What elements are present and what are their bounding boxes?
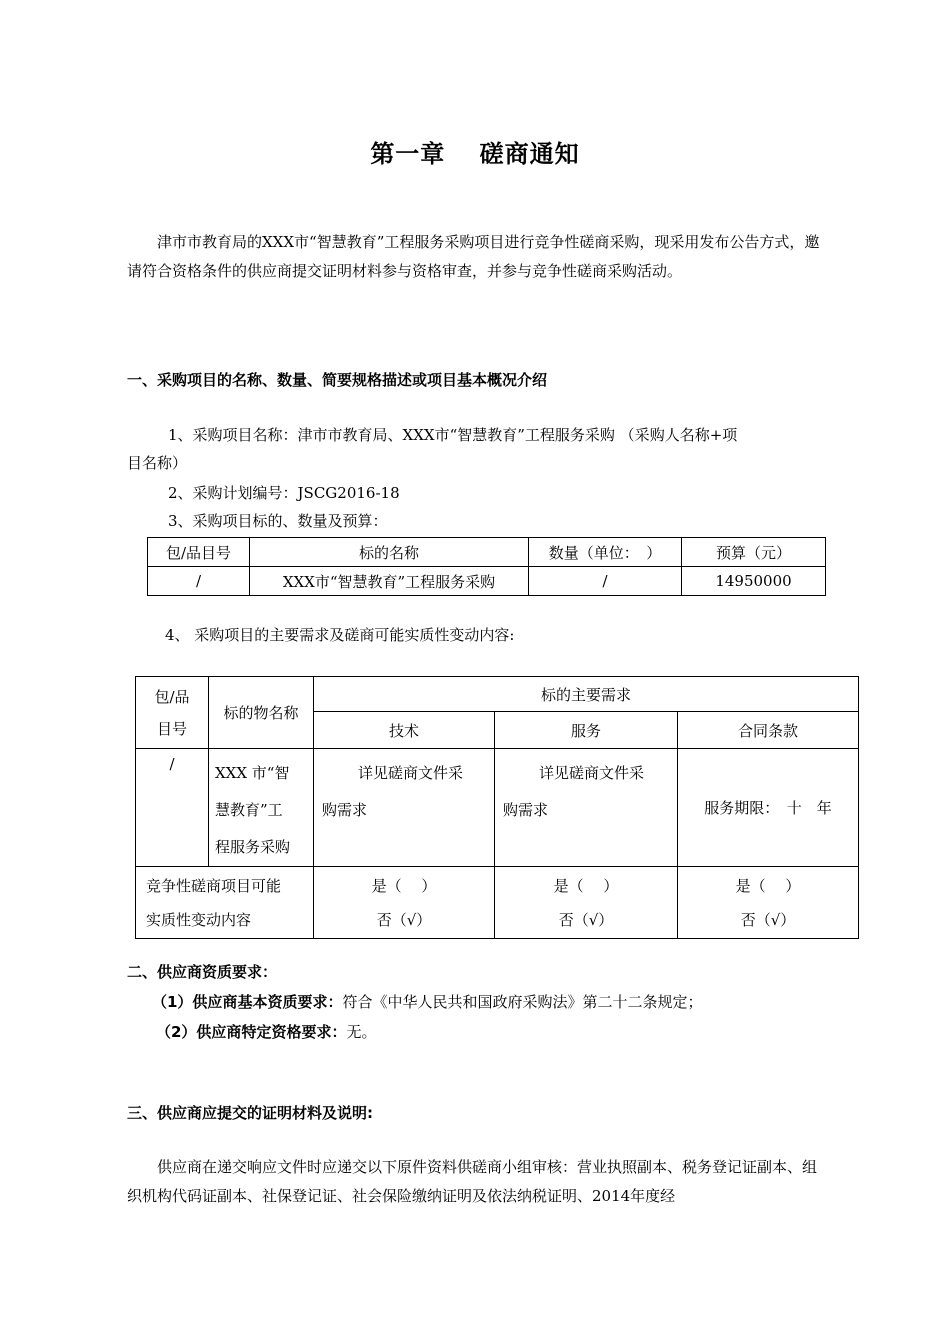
header-tech: 技术 — [314, 712, 495, 749]
header-main-requirements: 标的主要需求 — [314, 677, 859, 712]
section2-item1-text: 符合《中华人民共和国政府采购法》第二十二条规定； — [342, 993, 703, 1011]
table-cell: XXX市“智慧教育”工程服务采购 — [250, 567, 529, 596]
variable-line2: 实质性变动内容 — [146, 910, 252, 929]
contract-variable-cell — [678, 867, 859, 939]
budget-table — [147, 537, 826, 596]
item-name-line3: 程服务采购 — [215, 838, 291, 856]
yes-option: 是（ ） — [371, 876, 437, 895]
tech-variable-cell — [314, 867, 495, 939]
header-package-line2: 目号 — [156, 719, 187, 738]
variable-line1: 竞争性磋商项目可能 — [146, 876, 282, 895]
header-package-line1: 包/品 — [154, 687, 190, 706]
requirements-table — [135, 676, 859, 939]
contract-cell: 服务期限： 十 年 — [678, 749, 859, 867]
table-header-cell: 包/品目号 — [148, 538, 250, 567]
chapter-title: 第一章 磋商通知 — [370, 140, 580, 168]
section2-item2-text: 无。 — [346, 1023, 377, 1041]
service-line1: 详见磋商文件采 — [539, 764, 645, 782]
header-service: 服务 — [495, 712, 678, 749]
no-option: 否（√） — [376, 910, 432, 929]
variable-label-cell — [136, 867, 314, 939]
no-option: 否（√） — [740, 910, 796, 929]
tech-cell — [314, 749, 495, 867]
table-cell: / — [148, 567, 250, 596]
table-row — [148, 567, 826, 596]
tech-line1: 详见磋商文件采 — [358, 764, 464, 782]
item1-line2: 目名称） — [127, 454, 188, 472]
section1-heading: 一、采购项目的名称、数量、简要规格描述或项目基本概况介绍 — [127, 371, 548, 389]
item2: 2、采购计划编号：JSCG2016-18 — [168, 484, 400, 502]
table-row — [136, 867, 859, 939]
package-cell: / — [136, 749, 209, 867]
item-name-line2: 慧教育”工 — [215, 801, 283, 819]
service-line2: 购需求 — [503, 801, 549, 819]
table-cell: 14950000 — [682, 567, 826, 596]
table-header-cell: 预算（元） — [682, 538, 826, 567]
item1-line1: 1、采购项目名称：津市市教育局、XXX市“智慧教育”工程服务采购 （采购人名称+项 — [168, 426, 738, 444]
table-header-cell: 数量（单位： ） — [529, 538, 682, 567]
section2-heading: 二、供应商资质要求： — [127, 963, 278, 981]
section2-item1 — [152, 991, 702, 1012]
item-name-line1: XXX 市“智 — [215, 764, 290, 782]
yes-option: 是（ ） — [735, 876, 801, 895]
header-item-name: 标的物名称 — [209, 677, 314, 749]
table-header-cell: 标的名称 — [250, 538, 529, 567]
item-name-cell — [209, 749, 314, 867]
service-variable-cell — [495, 867, 678, 939]
section3-heading: 三、供应商应提交的证明材料及说明: — [127, 1104, 374, 1122]
table-row — [148, 538, 826, 567]
table-row — [136, 749, 859, 867]
section2-item1-label: （1）供应商基本资质要求： — [152, 993, 343, 1011]
item4: 4、 采购项目的主要需求及磋商可能实质性变动内容: — [165, 626, 515, 644]
service-cell — [495, 749, 678, 867]
intro-paragraph: 津市市教育局的XXX市“智慧教育”工程服务采购项目进行竞争性磋商采购，现采用发布公告方式，邀请符合资格条件的供应商提交证明材料参与资格审查，并参与竞争性磋商采购活动。 — [127, 233, 820, 280]
item3: 3、采购项目标的、数量及预算： — [168, 512, 388, 530]
table-row — [136, 677, 859, 712]
yes-option: 是（ ） — [553, 876, 619, 895]
section3-paragraph: 供应商在递交响应文件时应递交以下原件资料供磋商小组审核：营业执照副本、税务登记证副本、组织机构代码证副本、社保登记证、社会保险缴纳证明及依法纳税证明、2014年度经 — [127, 1158, 818, 1205]
header-package-cell — [136, 677, 209, 749]
table-cell: / — [529, 567, 682, 596]
header-contract: 合同条款 — [678, 712, 859, 749]
no-option: 否（√） — [558, 910, 614, 929]
section2-item2-label: （2）供应商特定资格要求： — [156, 1023, 347, 1041]
tech-line2: 购需求 — [322, 801, 368, 819]
section2-item2 — [156, 1021, 376, 1042]
